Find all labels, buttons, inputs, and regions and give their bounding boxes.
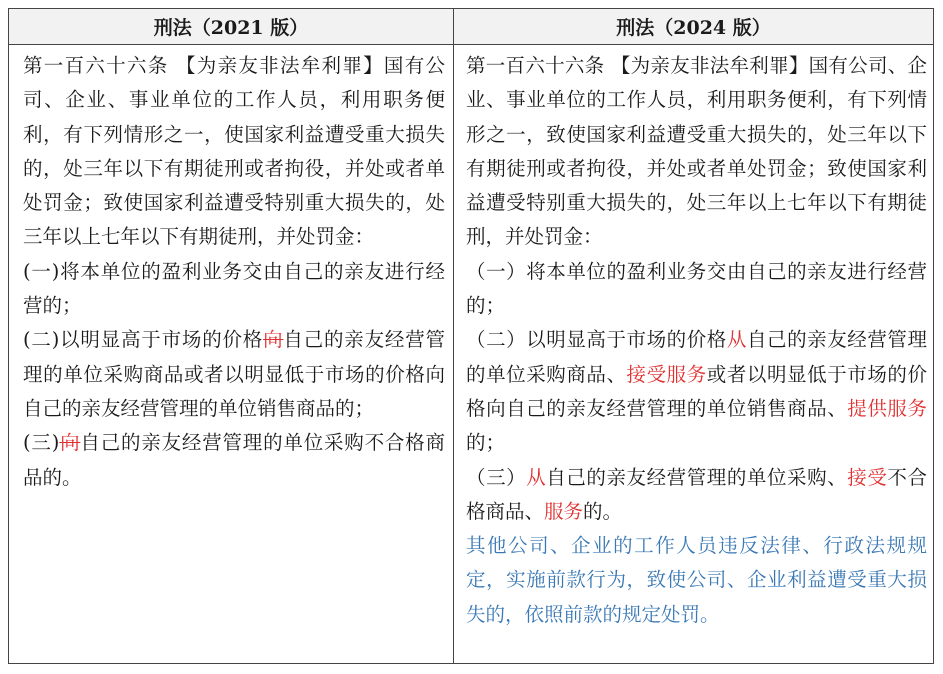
left-paragraph-2: (一)将本单位的盈利业务交由自己的亲友进行经营的； (23, 259, 445, 318)
right-paragraph-4 (466, 461, 927, 530)
right-p3-text-d: 的； (466, 431, 506, 455)
header-2024-label: 刑法（2024 版） (616, 17, 771, 39)
right-p3-text-a: （二）以明显高于市场的价格 (466, 328, 727, 352)
left-p4-text-b: 自己的亲友经营管理的单位采购不合格商品的。 (23, 431, 445, 489)
right-p3-text-b: 自己的亲友经营管理的单位采购商品、 (466, 328, 927, 386)
left-p4-text-a: (三) (23, 431, 60, 455)
left-paragraph-1: 第一百六十六条 【为亲友非法牟利罪】国有公司、企业、事业单位的工作人员，利用职务便利，有下列情形之一，使国家利益遭受重大损失的，处三年以下有期徒刑或者拘役，并处或者单处罚金；致使国家利益遭受特别重大损失的，处三年以上七年以下有期徒刑，并处罚金： (23, 54, 445, 249)
left-p4-deleted: 向 (59, 431, 81, 455)
right-p4-text-c: 不合格商品、 (466, 465, 927, 523)
right-paragraph-2: （一）将本单位的盈利业务交由自己的亲友进行经营的； (466, 259, 927, 318)
left-p3-text-b: 自己的亲友经营管理的单位采购商品或者以明显低于市场的价格向自己的亲友经营管理的单位销售商品的； (23, 328, 445, 420)
right-p4-text-a: （三） (466, 465, 527, 489)
right-p3-added-2: 接受服务 (626, 362, 707, 386)
column-2024 (454, 45, 933, 663)
left-p3-text-a: (二)以明显高于市场的价格 (23, 328, 264, 352)
right-paragraph-5-new: 其他公司、企业的工作人员违反法律、行政法规规定，实施前款行为，致使公司、企业利益遭受重大损失的，依照前款的规定处罚。 (466, 534, 927, 626)
right-p4-added-2: 接受 (847, 465, 888, 489)
right-p3-added-3: 提供服务 (847, 396, 927, 420)
right-p4-added-3: 服务 (544, 499, 584, 523)
header-2021-label: 刑法（2021 版） (153, 17, 309, 39)
left-p3-deleted: 向 (263, 328, 284, 352)
left-paragraph-4 (23, 426, 445, 495)
right-paragraph-3 (466, 323, 927, 460)
right-p4-added-1: 从 (526, 465, 547, 489)
right-p4-text-b: 自己的亲友经营管理的单位采购、 (546, 465, 848, 489)
right-p4-text-d: 的。 (583, 499, 623, 523)
header-2021 (9, 9, 454, 45)
comparison-table (8, 8, 934, 664)
header-2024 (454, 9, 933, 45)
right-p3-added-1: 从 (726, 328, 747, 352)
right-p3-text-c: 或者以明显低于市场的价格向自己的亲友经营管理的单位销售商品、 (466, 362, 927, 420)
column-2021 (9, 45, 454, 663)
left-paragraph-3 (23, 323, 445, 426)
right-paragraph-1: 第一百六十六条 【为亲友非法牟利罪】国有公司、企业、事业单位的工作人员，利用职务便利，有下列情形之一，致使国家利益遭受重大损失的，处三年以下有期徒刑或者拘役，并处或者单处罚金；致使国家利益遭受特别重大损失的，处三年以上七年以下有期徒刑，并处罚金： (466, 54, 927, 249)
